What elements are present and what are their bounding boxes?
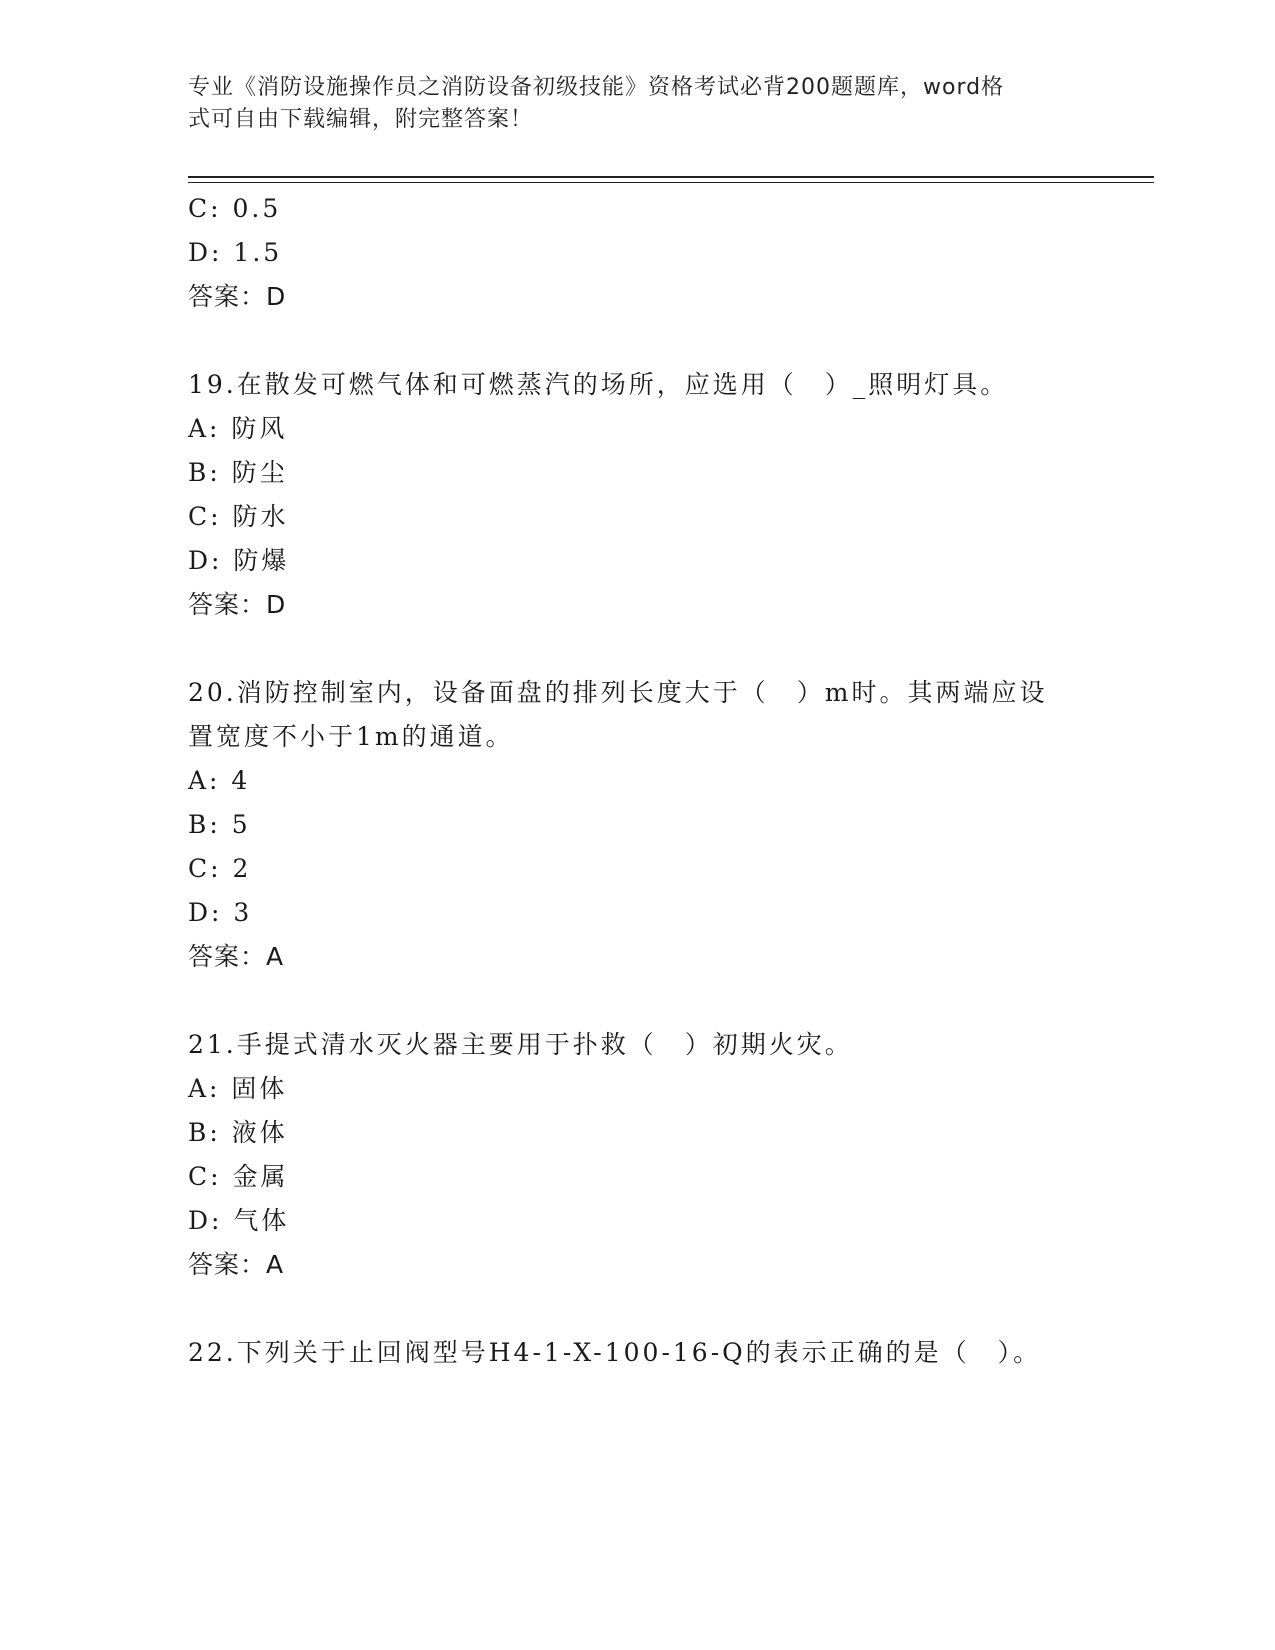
q18-option-c: C: 0.5 (188, 194, 282, 223)
q21-option-b: B: 液体 (188, 1118, 288, 1147)
q20-question-line1: 20.消防控制室内，设备面盘的排列长度大于（ ）m时。其两端应设 (188, 678, 1048, 707)
q20-option-a: A: 4 (188, 766, 251, 795)
header-divider-thin (188, 182, 1154, 183)
q19-answer: 答案：D (188, 590, 287, 619)
q21-option-d: D: 气体 (188, 1206, 290, 1235)
header-title-line1: 专业《消防设施操作员之消防设备初级技能》资格考试必背200题题库，word格 (188, 75, 1005, 100)
q21-question: 21.手提式清水灭火器主要用于扑救（ ）初期火灾。 (188, 1030, 853, 1059)
q19-option-b: B: 防尘 (188, 458, 288, 487)
q21-answer: 答案：A (188, 1250, 285, 1279)
q18-answer: 答案：D (188, 282, 287, 311)
q20-option-d: D: 3 (188, 898, 253, 927)
q18-option-d: D: 1.5 (188, 238, 283, 267)
q19-option-a: A: 防风 (188, 414, 288, 443)
q22-question: 22.下列关于止回阀型号H4-1-X-100-16-Q的表示正确的是（ ）。 (188, 1338, 1042, 1367)
q19-question: 19.在散发可燃气体和可燃蒸汽的场所，应选用（ ）_照明灯具。 (188, 370, 1009, 399)
header-divider-thick (188, 176, 1154, 178)
q20-answer: 答案：A (188, 942, 285, 971)
document-header (188, 72, 1068, 136)
q21-option-a: A: 固体 (188, 1074, 288, 1103)
q21-option-c: C: 金属 (188, 1162, 289, 1191)
q20-option-c: C: 2 (188, 854, 252, 883)
q20-option-b: B: 5 (188, 810, 251, 839)
q19-option-c: C: 防水 (188, 502, 289, 531)
q20-question-line2: 置宽度不小于1m的通道。 (188, 722, 514, 751)
q19-option-d: D: 防爆 (188, 546, 290, 575)
header-title-line2: 式可自由下载编辑，附完整答案！ (188, 107, 534, 132)
